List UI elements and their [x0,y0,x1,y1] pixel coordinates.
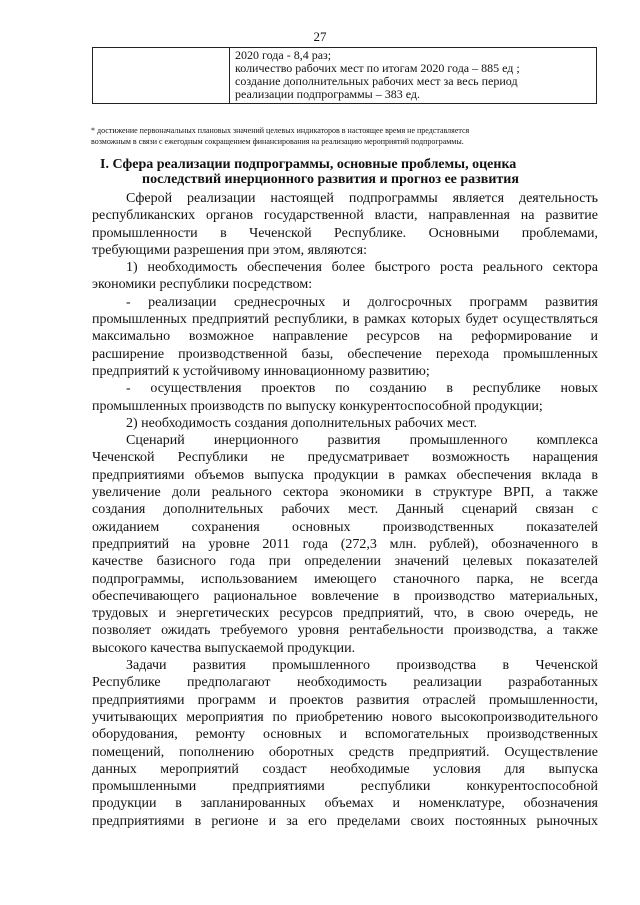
text-line: предприятиями в регионе и за его пределами своих постоянных рыночных [92,813,598,829]
text-line: республиканских органов государственной власти, направленная на развитие [92,208,598,224]
text-line: оборудования, ремонту основных и вспомогательных производственных [92,727,598,743]
text-line: промышленных производств по выпуску конкурентоспособной продукции; [92,398,543,414]
table-empty-cell [93,48,230,104]
table-line: количество рабочих мест по итогам 2020 года – 885 ед ; [235,62,520,75]
text-line: 1) необходимость обеспечения более быстрого роста реального сектора [126,260,598,276]
text-line: создания дополнительных рабочих мест. Данный сценарий связан с [92,502,598,518]
text-line: требующими разрешения при этом, являются: [92,242,367,258]
text-line: продукции в запланированных объемах и номенклатуре, обозначения [92,796,598,812]
text-line: 2) необходимость создания дополнительных рабочих мест. [126,415,478,431]
text-line: предприятиями программ и проектов развития отраслей промышленности, [92,692,598,708]
page-number: 27 [313,29,327,44]
section-title-line: последствий инерционного развития и прогноз ее развития [142,172,519,187]
footnote [91,125,601,147]
text-line: максимально возможное направление ресурсов на реформирование и [92,329,598,345]
text-line: трудовых и энергетических ресурсов предприятий, что, в свою очередь, не [92,606,598,622]
text-line: - осуществления проектов по созданию в республике новых [126,381,598,397]
text-line: Сценарий инерционного развития промышленного комплекса [126,433,598,449]
text-line: - реализации среднесрочных и долгосрочных программ развития [126,294,598,310]
text-line: промышленности в Чеченской Республике. Основными проблемами, [92,225,598,241]
text-line: помещений, пополнению оборотных средств предприятий. Осуществление [92,744,598,760]
table-line: 2020 года - 8,4 раз; [235,49,332,62]
text-line: предприятиями объемов выпуска продукции в рамках обеспечения вклада в [92,467,598,483]
text-line: увеличение доли реального сектора экономики в структуре ВРП, а также [92,485,598,501]
text-line: промышленными предприятиями республики конкурентоспособной [92,779,598,795]
table-line: создание дополнительных рабочих мест за весь период [235,75,518,88]
section-title-line: I. Сфера реализации подпрограммы, основные проблемы, оценка [100,157,517,172]
footnote-line: * достижение первоначальных плановых значений целевых индикаторов в настоящее время не представляется [91,126,470,135]
text-line: предприятий к устойчивому инновационному развитию; [92,363,430,379]
text-line: Сферой реализации настоящей подпрограммы является деятельность [126,191,598,206]
text-line: высокого качества выпускаемой продукции. [92,640,356,656]
section-title [100,157,610,187]
text-line: учитывающих мероприятия по приобретению нового высокопроизводительного [92,709,598,725]
text-line: подпрограммы, использованием имеющего станочного парка, не всегда [92,571,598,587]
footnote-line: возможным в связи с ежегодным сокращением финансирования на реализацию мероприятий подпрограммы. [91,137,464,146]
text-line: промышленных предприятий республики, в рамках которых будет осуществляться [92,312,598,328]
text-line: обеспечивающего рациональное вовлечение в производство материальных, [92,588,598,604]
table-value-cell [230,48,597,104]
body-text [92,190,598,830]
indicators-table [92,47,597,104]
text-line: ожиданием сохранения основных производственных показателей [92,519,598,535]
text-line: качестве базисного года при определении значений целевых показателей [92,554,598,570]
table-row [93,48,597,104]
text-line: экономики республики посредством: [92,277,313,293]
text-line: расширение производственной базы, обеспечение перехода промышленных [92,346,598,362]
table-line: реализации подпрограммы – 383 ед. [235,88,421,101]
text-line: Республике предполагают необходимость реализации разработанных [92,675,598,691]
text-line: позволяет ожидать требуемого уровня рентабельности производства, а также [92,623,598,639]
text-line: Чеченской Республики не предусматривает возможность наращения [92,450,598,466]
text-line: Задачи развития промышленного производства в Чеченской [126,658,598,674]
text-line: данных мероприятий создаст необходимые условия для выпуска [92,761,598,777]
text-line: предприятий на уровне 2011 года (272,3 млн. рублей), обозначенного в [92,536,598,552]
